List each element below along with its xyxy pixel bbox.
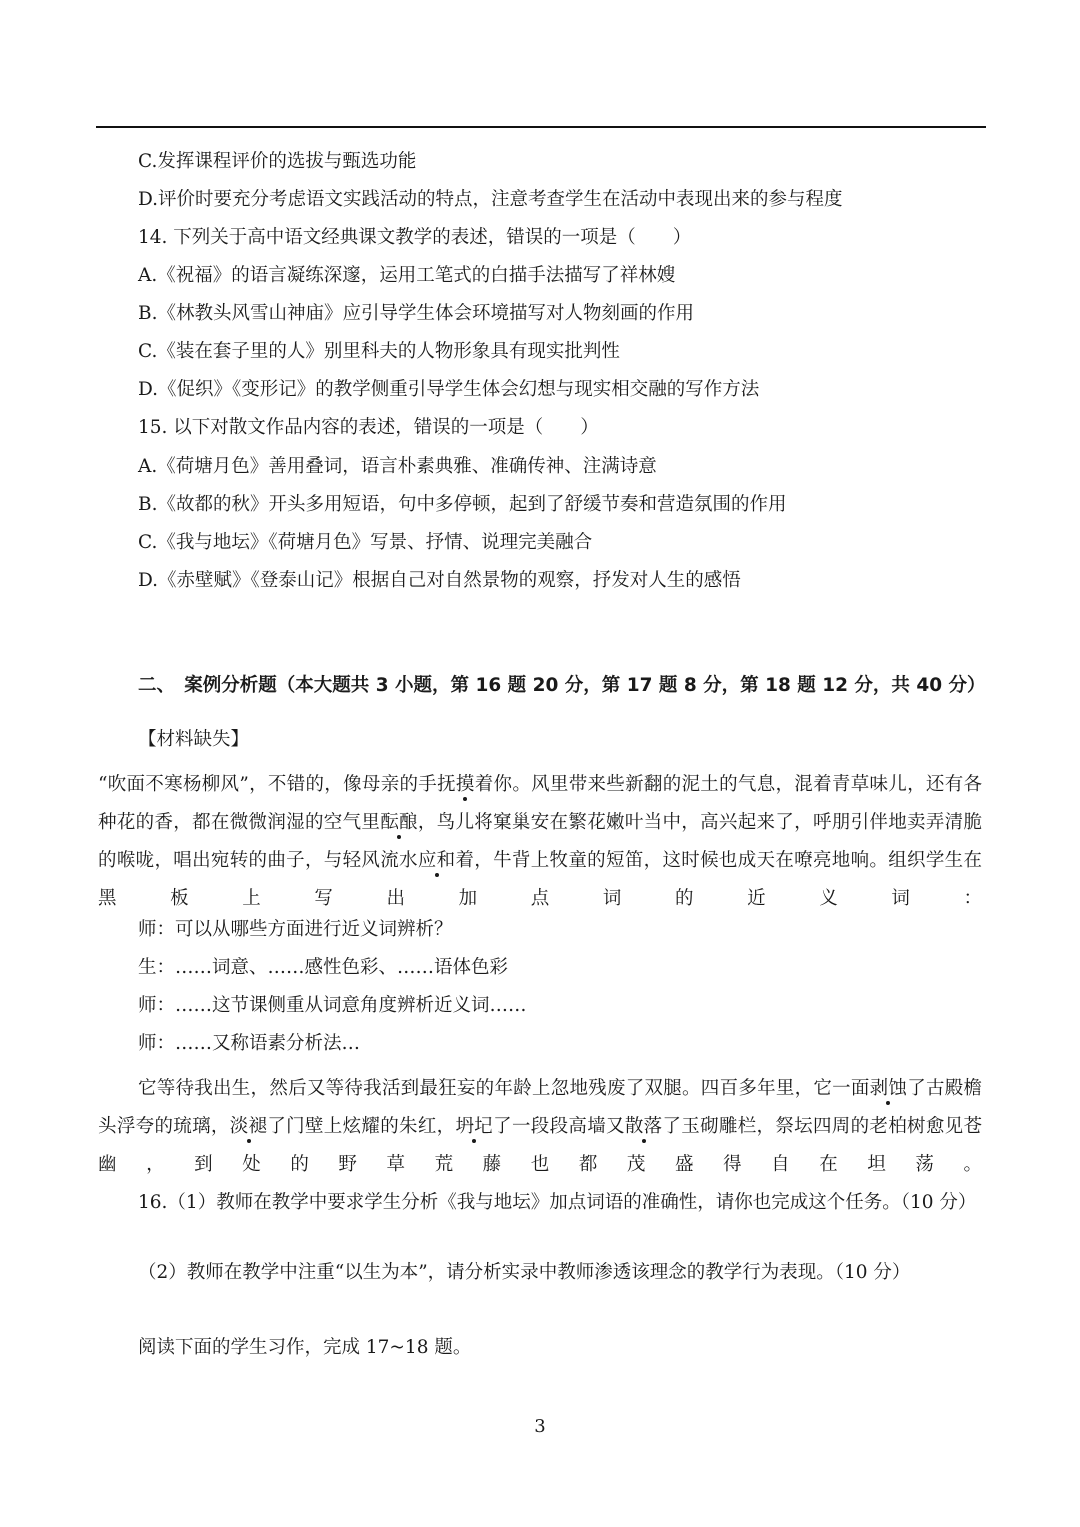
q15-option-d: D.《赤壁赋》《登泰山记》根据自己对自然景物的观察，抒发对人生的感悟 xyxy=(138,570,741,591)
dotted-word: 酝酿 xyxy=(380,812,418,833)
q14-stem: 14. 下列关于高中语文经典课文教学的表述，错误的一项是（ ） xyxy=(138,227,692,248)
dotted-word: 散落 xyxy=(624,1116,663,1137)
header-rule xyxy=(96,126,986,128)
q14-option-b: B.《林教头风雪山神庙》应引导学生体会环境描写对人物刻画的作用 xyxy=(138,303,694,324)
q16-part-2: （2）教师在教学中注重“以生为本”，请分析实录中教师渗透该理念的教学行为表现。（10 分） xyxy=(138,1262,911,1283)
q15-stem: 15. 以下对散文作品内容的表述，错误的一项是（ ） xyxy=(138,417,599,438)
material-passage-2: 它等待我出生，然后又等待我活到最狂妄的年龄上忽地残废了双腿。四百多年里，它一面剥蚀了古殿檐头浮夸的琉璃，淡褪了门壁上炫耀的朱红，坍圮了一段段高墙又散落了玉砌雕栏，祭坛四周的老柏树愈见苍幽，到处的野草荒藤也都茂盛得自在坦荡。 xyxy=(98,1078,982,1175)
q16-part-1: 16.（1）教师在教学中要求学生分析《我与地坛》加点词语的准确性，请你也完成这个任务。（10 分） xyxy=(138,1192,977,1213)
dotted-word: 淡褪 xyxy=(229,1116,268,1137)
dialogue-teacher-2: 师：……这节课侧重从词意角度辨析近义词…… xyxy=(138,995,527,1016)
dialogue-teacher-3: 师：……又称语素分析法… xyxy=(138,1033,361,1054)
q15-option-b: B.《故都的秋》开头多用短语，句中多停顿，起到了舒缓节奏和营造氛围的作用 xyxy=(138,494,787,515)
page-number: 3 xyxy=(534,1416,546,1437)
dialogue-teacher-1: 师：可以从哪些方面进行近义词辨析？ xyxy=(138,919,453,940)
material-passage-1: “吹面不寒杨柳风”，不错的，像母亲的手抚摸着你。风里带来些新翻的泥土的气息，混着青草味儿，还有各种花的香，都在微微润湿的空气里酝酿，鸟儿将窠巢安在繁花嫩叶当中，高兴起来了，呼朋引伴地卖弄清脆的喉咙，唱出宛转的曲子，与轻风流水应和着，牛背上牧童的短笛，这时候也成天在嘹亮地响。组织学生在黑板上写出加点词的近义词： xyxy=(98,774,982,909)
material-missing-note: 【材料缺失】 xyxy=(138,729,250,750)
q15-option-a: A.《荷塘月色》善用叠词，语言朴素典雅、准确传神、注满诗意 xyxy=(138,456,657,477)
section2-heading: 二、 案例分析题（本大题共 3 小题，第 16 题 20 分，第 17 题 8 分，第 18 题 12 分，共 40 分） xyxy=(138,675,986,696)
q14-option-c: C.《装在套子里的人》别里科夫的人物形象具有现实批判性 xyxy=(138,341,620,362)
dotted-word: 坍圮 xyxy=(455,1116,494,1137)
q13-option-d: D.评价时要充分考虑语文实践活动的特点，注意考查学生在活动中表现出来的参与程度 xyxy=(138,189,843,210)
reading-instruction: 阅读下面的学生习作，完成 17~18 题。 xyxy=(138,1337,472,1358)
q15-option-c: C.《我与地坛》《荷塘月色》写景、抒情、说理完美融合 xyxy=(138,532,593,553)
q14-option-a: A.《祝福》的语言凝练深邃，运用工笔式的白描手法描写了祥林嫂 xyxy=(138,265,676,286)
q13-option-c: C.发挥课程评价的选拔与甄选功能 xyxy=(138,151,417,172)
dotted-word: 剥蚀 xyxy=(869,1078,908,1099)
q14-option-d: D.《促织》《变形记》的教学侧重引导学生体会幻想与现实相交融的写作方法 xyxy=(138,379,760,400)
dialogue-student-1: 生：……词意、……感性色彩、……语体色彩 xyxy=(138,957,509,978)
dotted-word: 摸 xyxy=(455,774,475,795)
dotted-word: 应和 xyxy=(417,850,456,871)
